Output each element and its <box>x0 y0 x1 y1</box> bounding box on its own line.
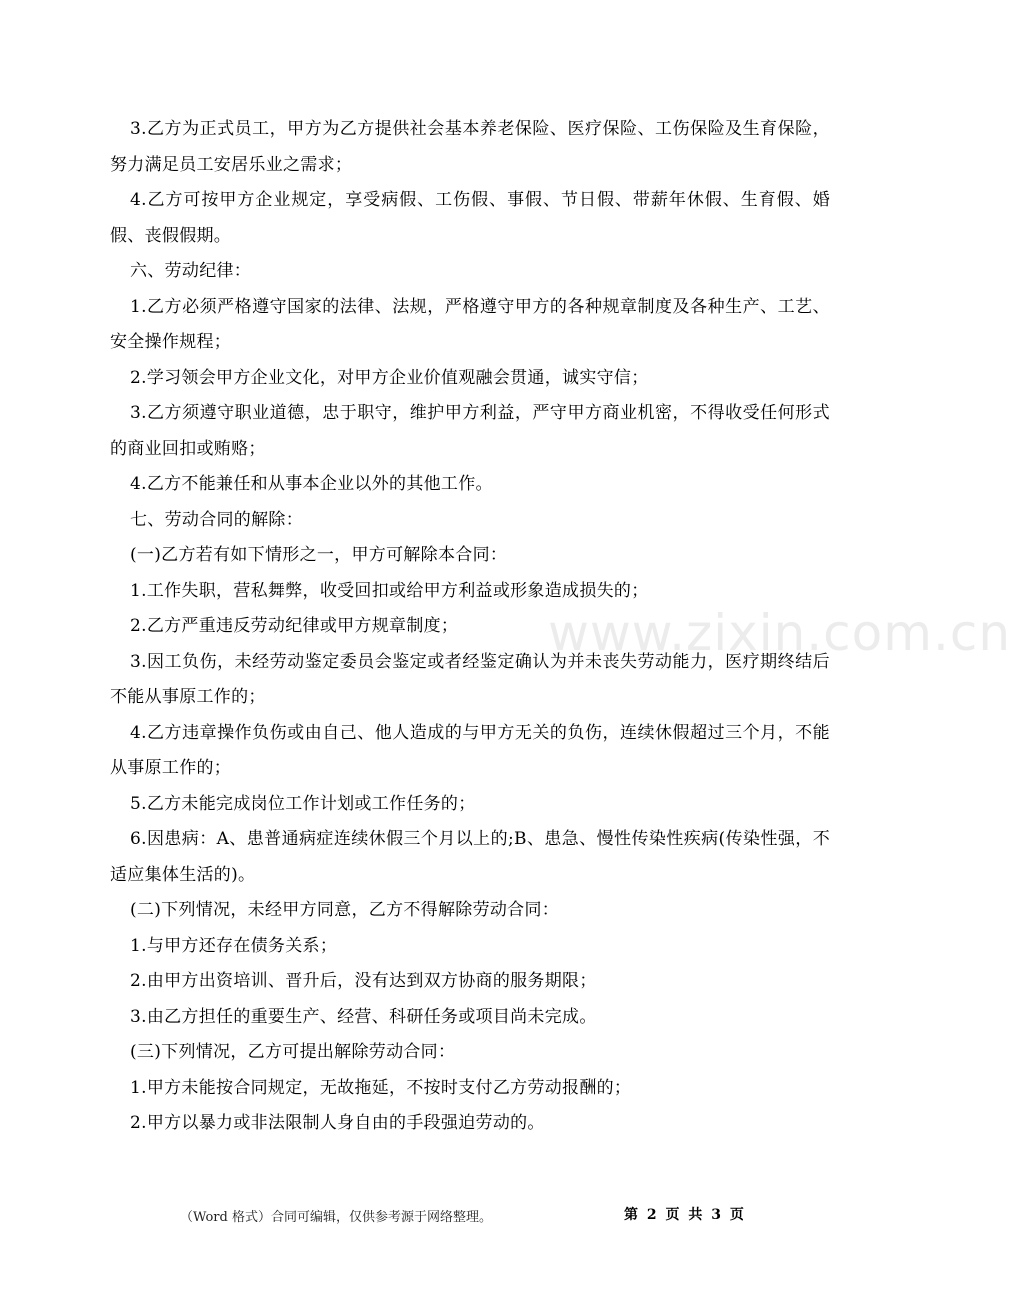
paragraph: 1.乙方必须严格遵守国家的法律、法规，严格遵守甲方的各种规章制度及各种生产、工艺、安全操作规程； <box>110 296 830 352</box>
paragraph: 3.由乙方担任的重要生产、经营、科研任务或项目尚未完成。 <box>130 1006 597 1027</box>
paragraph: 1.与甲方还存在债务关系； <box>130 935 338 956</box>
paragraph: 1.工作失职，营私舞弊，收受回扣或给甲方利益或形象造成损失的； <box>130 580 649 601</box>
document-body <box>110 112 830 1142</box>
subsection-heading: (三)下列情况，乙方可提出解除劳动合同： <box>130 1042 456 1062</box>
paragraph: 4.乙方不能兼任和从事本企业以外的其他工作。 <box>130 474 493 494</box>
paragraph: 3.乙方为正式员工，甲方为乙方提供社会基本养老保险、医疗保险、工伤保险及生育保险，努力满足员工安居乐业之需求； <box>110 119 830 175</box>
paragraph: 2.甲方以暴力或非法限制人身自由的手段强迫劳动的。 <box>130 1113 545 1133</box>
subsection-heading: (一)乙方若有如下情形之一，甲方可解除本合同： <box>130 545 508 565</box>
paragraph: 6.因患病：A、患普通病症连续休假三个月以上的;B、患急、慢性传染性疾病(传染性强，不适应集体生活的)。 <box>110 829 830 885</box>
paragraph: 1.甲方未能按合同规定，无故拖延，不按时支付乙方劳动报酬的； <box>130 1077 632 1098</box>
footer-note: （Word 格式）合同可编辑，仅供参考源于网络整理。 <box>180 1210 492 1225</box>
paragraph: 2.由甲方出资培训、晋升后，没有达到双方协商的服务期限； <box>130 971 597 991</box>
section-heading: 六、劳动纪律： <box>130 261 252 281</box>
paragraph: 2.学习领会甲方企业文化，对甲方企业价值观融会贯通，诚实守信； <box>130 367 649 388</box>
paragraph: 5.乙方未能完成岗位工作计划或工作任务的； <box>130 793 476 814</box>
paragraph: 3.乙方须遵守职业道德，忠于职守，维护甲方利益，严守甲方商业机密，不得收受任何形式的商业回扣或贿赂； <box>110 403 830 459</box>
page-number: 第 2 页 共 3 页 <box>624 1207 746 1223</box>
section-heading: 七、劳动合同的解除： <box>130 509 303 530</box>
paragraph: 4.乙方可按甲方企业规定，享受病假、工伤假、事假、节日假、带薪年休假、生育假、婚假、丧假假期。 <box>110 190 830 246</box>
paragraph: 2.乙方严重违反劳动纪律或甲方规章制度； <box>130 616 459 636</box>
paragraph: 4.乙方违章操作负伤或由自己、他人造成的与甲方无关的负伤，连续休假超过三个月，不能从事原工作的； <box>110 722 830 778</box>
subsection-heading: (二)下列情况，未经甲方同意，乙方不得解除劳动合同： <box>130 900 560 920</box>
watermark-text: www.zixin.com.cn <box>548 604 1011 662</box>
paragraph: 3.因工负伤，未经劳动鉴定委员会鉴定或者经鉴定确认为并未丧失劳动能力，医疗期终结后不能从事原工作的； <box>110 651 830 707</box>
